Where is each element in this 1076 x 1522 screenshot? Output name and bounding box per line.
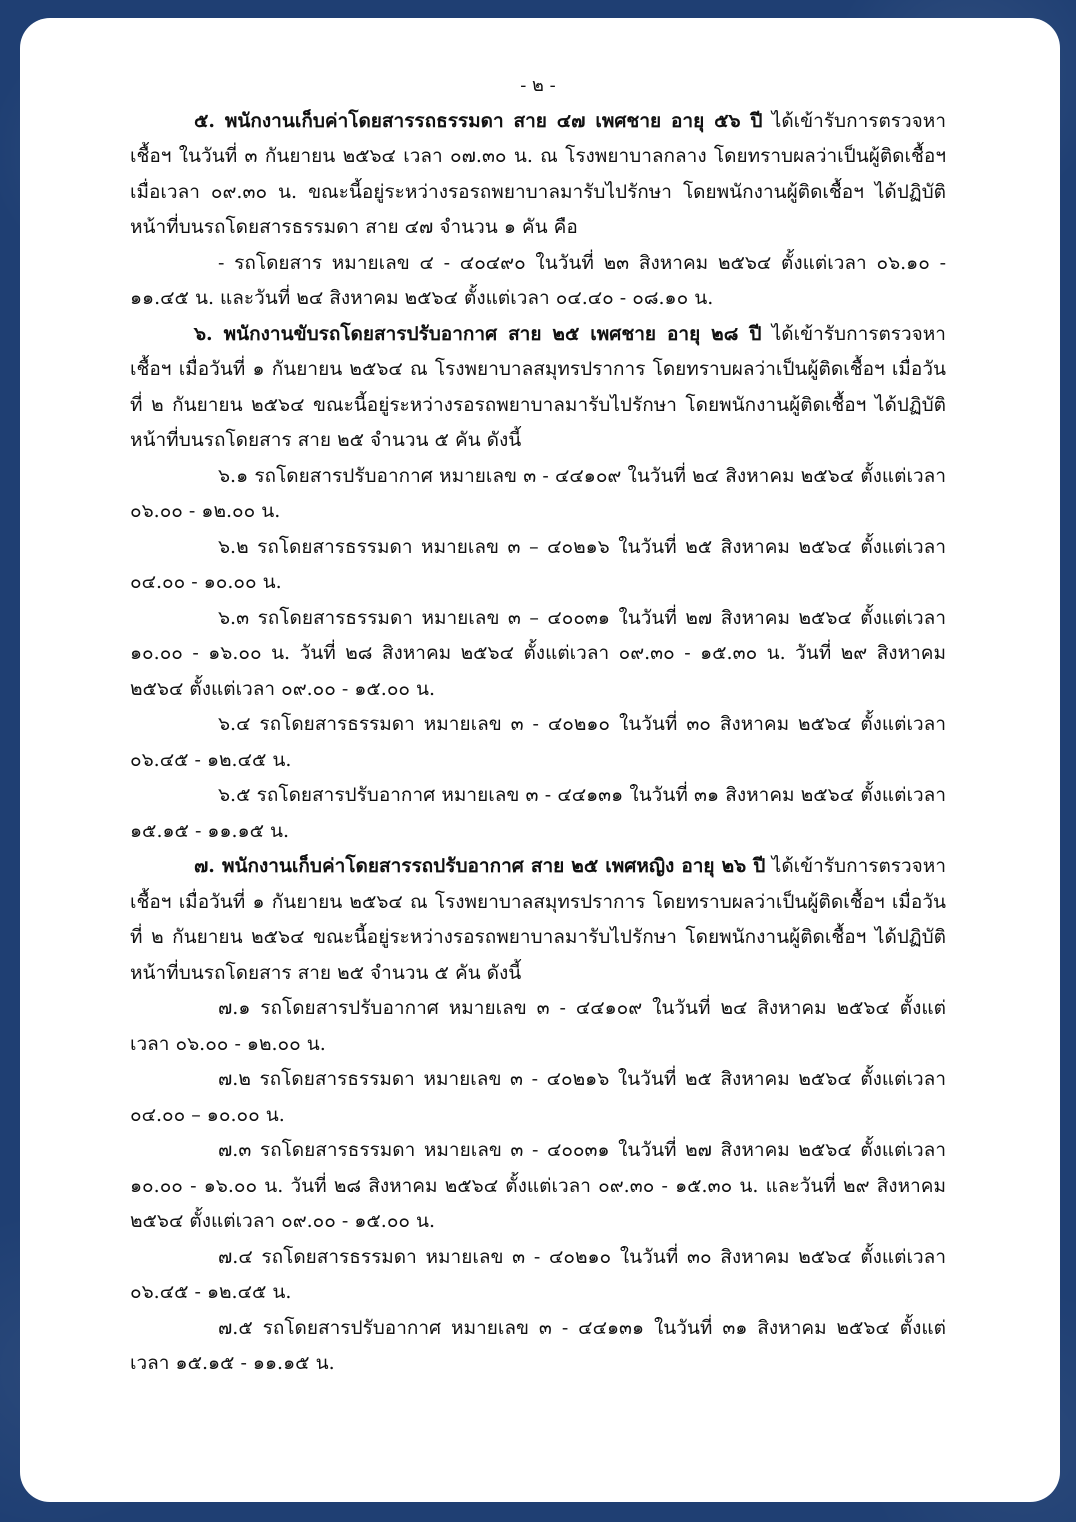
item-5-heading: ๕. พนักงานเก็บค่าโดยสารรถธรรมดา สาย ๔๗ เพศชาย อายุ ๕๖ ปี: [194, 109, 763, 132]
item-7-paragraph: [130, 849, 946, 991]
item-5-paragraph: [130, 104, 946, 246]
item-6-sub-4: ๖.๔ รถโดยสารธรรมดา หมายเลข ๓ - ๔๐๒๑๐ ในวันที่ ๓๐ สิงหาคม ๒๕๖๔ ตั้งแต่เวลา ๐๖.๔๕ - ๑๒.๔๕ น.: [130, 713, 946, 771]
item-6-heading: ๖. พนักงานขับรถโดยสารปรับอากาศ สาย ๒๕ เพศชาย อายุ ๒๘ ปี: [194, 322, 762, 345]
item-6-sub-1: ๖.๑ รถโดยสารปรับอากาศ หมายเลข ๓ - ๔๔๑๐๙ ในวันที่ ๒๔ สิงหาคม ๒๕๖๔ ตั้งแต่เวลา ๐๖.๐๐ - ๑๒.๐๐ น.: [130, 464, 946, 522]
item-5-sub-1: - รถโดยสาร หมายเลข ๔ - ๔๐๔๙๐ ในวันที่ ๒๓ สิงหาคม ๒๕๖๔ ตั้งแต่เวลา ๐๖.๑๐ - ๑๑.๔๕ น. และวันที่ ๒๔ สิงหาคม ๒๕๖๔ ตั้งแต่เวลา ๐๔.๔๐ - ๐๘.๑๐ น.: [130, 251, 946, 309]
item-7-heading: ๗. พนักงานเก็บค่าโดยสารรถปรับอากาศ สาย ๒๕ เพศหญิง อายุ ๒๖ ปี: [194, 855, 766, 877]
item-6-sub-5: ๖.๕ รถโดยสารปรับอากาศ หมายเลข ๓ - ๔๔๑๓๑ ในวันที่ ๓๑ สิงหาคม ๒๕๖๔ ตั้งแต่เวลา ๑๕.๑๕ - ๑๑.๑๕ น.: [130, 784, 946, 842]
item-6-paragraph: [130, 317, 946, 459]
item-6-sub-2: ๖.๒ รถโดยสารธรรมดา หมายเลข ๓ – ๔๐๒๑๖ ในวันที่ ๒๕ สิงหาคม ๒๕๖๔ ตั้งแต่เวลา ๐๔.๐๐ - ๑๐.๐๐ น.: [130, 535, 946, 593]
item-5-body: ได้เข้ารับการตรวจหาเชื้อฯ ในวันที่ ๓ กันยายน ๒๕๖๔ เวลา ๐๗.๓๐ น. ณ โรงพยาบาลกลาง โดยทราบผลว่าเป็นผู้ติดเชื้อฯ เมื่อเวลา ๐๙.๓๐ น. ขณะนี้อยู่ระหว่างรอรถพยาบาลมารับไปรักษา โดยพนักงานผู้ติดเชื้อฯ ได้ปฏิบัติหน้าที่บนรถโดยสารธรรมดา สาย ๔๗ จำนวน ๑ คัน คือ: [130, 109, 946, 238]
item-7-sub-3: ๗.๓ รถโดยสารธรรมดา หมายเลข ๓ - ๔๐๐๓๑ ในวันที่ ๒๗ สิงหาคม ๒๕๖๔ ตั้งแต่เวลา ๑๐.๐๐ - ๑๖.๐๐ น. วันที่ ๒๘ สิงหาคม ๒๕๖๔ ตั้งแต่เวลา ๐๙.๓๐ - ๑๕.๓๐ น. และวันที่ ๒๙ สิงหาคม ๒๕๖๔ ตั้งแต่เวลา ๐๙.๐๐ - ๑๕.๐๐ น.: [130, 1139, 946, 1232]
page-number: - ๒ -: [520, 75, 556, 96]
item-6-sub-3: ๖.๓ รถโดยสารธรรมดา หมายเลข ๓ – ๔๐๐๓๑ ในวันที่ ๒๗ สิงหาคม ๒๕๖๔ ตั้งแต่เวลา ๑๐.๐๐ - ๑๖.๐๐ น. วันที่ ๒๘ สิงหาคม ๒๕๖๔ ตั้งแต่เวลา ๐๙.๓๐ - ๑๕.๓๐ น. วันที่ ๒๙ สิงหาคม ๒๕๖๔ ตั้งแต่เวลา ๐๙.๐๐ - ๑๕.๐๐ น.: [130, 606, 946, 700]
item-7-sub-1: ๗.๑ รถโดยสารปรับอากาศ หมายเลข ๓ - ๔๔๑๐๙ ในวันที่ ๒๔ สิงหาคม ๒๕๖๔ ตั้งแต่เวลา ๐๖.๐๐ - ๑๒.๐๐ น.: [130, 997, 946, 1055]
item-7-sub-4: ๗.๔ รถโดยสารธรรมดา หมายเลข ๓ - ๔๐๒๑๐ ในวันที่ ๓๐ สิงหาคม ๒๕๖๔ ตั้งแต่เวลา ๐๖.๔๕ - ๑๒.๔๕ น.: [130, 1245, 946, 1303]
item-6-body: ได้เข้ารับการตรวจหาเชื้อฯ เมื่อวันที่ ๑ กันยายน ๒๕๖๔ ณ โรงพยาบาลสมุทรปราการ โดยทราบผลว่าเป็นผู้ติดเชื้อฯ เมื่อวันที่ ๒ กันยายน ๒๕๖๔ ขณะนี้อยู่ระหว่างรอรถพยาบาลมารับไปรักษา โดยพนักงานผู้ติดเชื้อฯ ได้ปฏิบัติหน้าที่บนรถโดยสาร สาย ๒๕ จำนวน ๕ คัน ดังนี้: [130, 322, 946, 451]
document-content: [130, 68, 946, 1382]
item-7-sub-5: ๗.๕ รถโดยสารปรับอากาศ หมายเลข ๓ - ๔๔๑๓๑ ในวันที่ ๓๑ สิงหาคม ๒๕๖๔ ตั้งแต่เวลา ๑๕.๑๕ - ๑๑.๑๕ น.: [130, 1316, 946, 1374]
item-7-body: ได้เข้ารับการตรวจหาเชื้อฯ เมื่อวันที่ ๑ กันยายน ๒๕๖๔ ณ โรงพยาบาลสมุทรปราการ โดยทราบผลว่าเป็นผู้ติดเชื้อฯ เมื่อวันที่ ๒ กันยายน ๒๕๖๔ ขณะนี้อยู่ระหว่างรอรถพยาบาลมารับไปรักษา โดยพนักงานผู้ติดเชื้อฯ ได้ปฏิบัติหน้าที่บนรถโดยสาร สาย ๒๕ จำนวน ๕ คัน ดังนี้: [130, 855, 946, 984]
item-7-sub-2: ๗.๒ รถโดยสารธรรมดา หมายเลข ๓ - ๔๐๒๑๖ ในวันที่ ๒๕ สิงหาคม ๒๕๖๔ ตั้งแต่เวลา ๐๔.๐๐ – ๑๐.๐๐ น.: [130, 1068, 946, 1126]
document-page: [20, 18, 1060, 1502]
